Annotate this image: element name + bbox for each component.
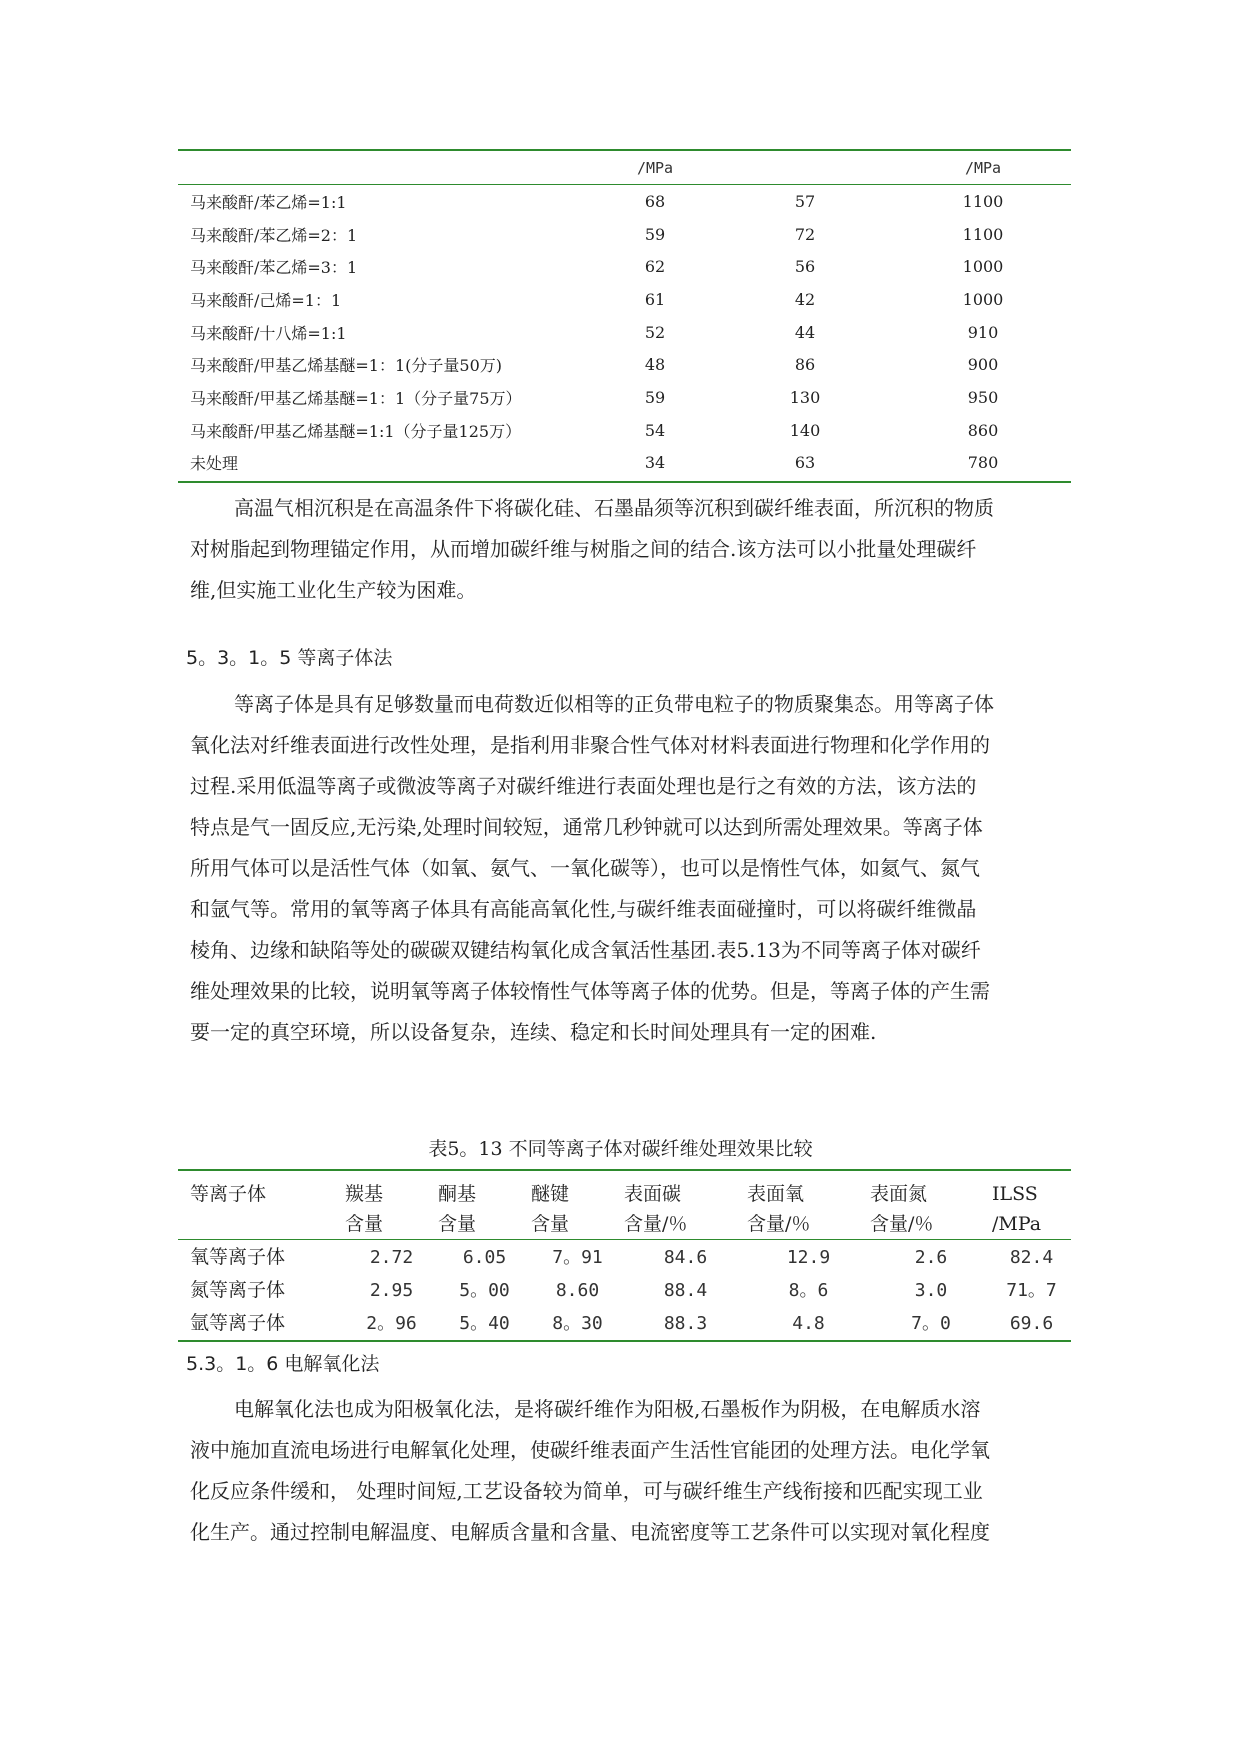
table-row	[178, 185, 1071, 218]
table1-cell: 56	[794, 257, 816, 277]
paragraph-line: 电解氧化法也成为阳极氧化法，是将碳纤维作为阳极,石墨板作为阴极，在电解质水溶	[234, 1397, 981, 1421]
column-header	[747, 1177, 870, 1241]
table1-header-row	[178, 150, 1071, 185]
table1-cell: 86	[794, 355, 816, 375]
paragraph-line: 高温气相沉积是在高温条件下将碳化硅、石墨晶须等沉积到碳纤维表面，所沉积的物质	[234, 496, 994, 520]
table2-row-label: 氩等离子体	[190, 1312, 286, 1334]
paragraph-line: 维,但实施工业化生产较为困难。	[190, 578, 477, 602]
table2-cell: 8.60	[555, 1280, 600, 1301]
table1-header-unit-1: /MPa	[636, 158, 674, 177]
table1-cell: 950	[967, 387, 999, 407]
table2-cell: 71。7	[1006, 1280, 1057, 1301]
table2-row-label: 氮等离子体	[190, 1279, 286, 1301]
table2-header-row	[178, 1177, 1071, 1241]
column-header-line: 羰基	[345, 1183, 384, 1205]
table1-cell: 63	[794, 453, 816, 473]
column-header	[345, 1177, 438, 1241]
table1-cell: 34	[644, 453, 666, 473]
table-row	[178, 348, 1071, 381]
column-header	[438, 1177, 531, 1241]
column-header-line: 含量	[345, 1213, 384, 1235]
table-row	[178, 1241, 1071, 1274]
table2-cell: 4.8	[792, 1313, 825, 1334]
column-header-line: 表面氮	[870, 1183, 928, 1205]
table1-cell: 1000	[962, 257, 1004, 277]
table1-cell: 900	[967, 355, 999, 375]
paragraph-line: 化生产。通过控制电解温度、电解质含量和含量、电流密度等工艺条件可以实现对氧化程度	[190, 1520, 990, 1544]
table1-cell: 1100	[962, 191, 1004, 211]
table1-header-unit-3: /MPa	[964, 158, 1002, 177]
table2-bottom-rule	[178, 1340, 1071, 1342]
table2-cell: 88.4	[663, 1280, 708, 1301]
table2-cell: 69.6	[1009, 1313, 1054, 1334]
table2-cell: 3.0	[914, 1280, 948, 1301]
column-header	[178, 1177, 345, 1241]
table1-cell-name: 马来酸酐/苯乙烯=3：1	[190, 258, 358, 278]
table1-cell: 1000	[962, 289, 1004, 309]
table1-cell-name: 马来酸酐/己烯=1：1	[190, 290, 342, 310]
table-row	[178, 250, 1071, 283]
table-row	[178, 1307, 1071, 1340]
table1-cell: 130	[789, 387, 821, 407]
table1-cell: 48	[644, 355, 666, 375]
table1-cell: 59	[644, 224, 666, 244]
table1-cell: 44	[794, 322, 816, 342]
paragraph-line: 所用气体可以是活性气体（如氧、氨气、一氧化碳等），也可以是惰性气体，如氦气、氮气	[190, 856, 980, 880]
table1-cell: 780	[967, 453, 999, 473]
paragraph-line: 棱角、边缘和缺陷等处的碳碳双键结构氧化成含氧活性基团.表5.13为不同等离子体对碳纤	[190, 938, 981, 962]
column-header	[870, 1177, 992, 1241]
table1-cell: 910	[967, 322, 999, 342]
table1-cell: 59	[644, 387, 666, 407]
table2-top-rule	[178, 1169, 1071, 1171]
table2-cell: 8。6	[788, 1280, 829, 1301]
table2-cell: 6.05	[462, 1247, 507, 1268]
table1-cell-name: 马来酸酐/苯乙烯=2：1	[190, 225, 358, 245]
column-header-line: 表面碳	[624, 1183, 682, 1205]
column-header-line: 酮基	[438, 1183, 477, 1205]
table2-cell: 82.4	[1009, 1247, 1054, 1268]
table1-cell: 54	[644, 420, 666, 440]
paragraph-line: 过程.采用低温等离子或微波等离子对碳纤维进行表面处理也是行之有效的方法，该方法的	[190, 774, 977, 798]
paragraph-vapor-deposition	[190, 488, 1070, 611]
column-header	[624, 1177, 747, 1241]
table-row	[178, 447, 1071, 480]
table1-bottom-rule	[178, 481, 1071, 483]
table1-cell: 1100	[962, 224, 1004, 244]
table1-cell: 72	[794, 224, 816, 244]
table-row	[178, 283, 1071, 316]
table1-cell-name: 马来酸酐/甲基乙烯基醚=1：1(分子量50万)	[190, 356, 503, 376]
paragraph-plasma	[190, 684, 1070, 1053]
table1-cell: 61	[644, 289, 666, 309]
table1-cell: 42	[794, 289, 816, 309]
table1-cell-name: 马来酸酐/甲基乙烯基醚=1：1（分子量75万）	[190, 388, 522, 408]
table2-cell: 2.6	[914, 1247, 948, 1268]
column-header-line: 含量	[438, 1213, 477, 1235]
table1-cell: 62	[644, 257, 666, 277]
table1-cell: 68	[644, 191, 666, 211]
table2-cell: 8。30	[552, 1313, 603, 1334]
paragraph-line: 化反应条件缓和， 处理时间短,工艺设备较为简单，可与碳纤维生产线衔接和匹配实现工业	[190, 1479, 983, 1503]
table1-cell: 860	[967, 420, 999, 440]
table2-cell: 88.3	[663, 1313, 708, 1334]
table-row	[178, 316, 1071, 349]
table-row	[178, 414, 1071, 447]
table2-cell: 2.72	[369, 1247, 414, 1268]
table-row	[178, 218, 1071, 251]
table1-cell: 140	[789, 420, 821, 440]
column-header	[531, 1177, 624, 1241]
table-row	[178, 381, 1071, 414]
table2-cell: 84.6	[663, 1247, 708, 1268]
table-row	[178, 1274, 1071, 1307]
column-header-line: 含量/％	[870, 1213, 934, 1235]
column-header-line: 含量/％	[747, 1213, 811, 1235]
paragraph-line: 维处理效果的比较，说明氧等离子体较惰性气体等离子体的优势。但是，等离子体的产生需	[190, 979, 990, 1003]
paragraph-line: 等离子体是具有足够数量而电荷数近似相等的正负带电粒子的物质聚集态。用等离子体	[234, 692, 994, 716]
table2-cell: 7。91	[552, 1247, 603, 1268]
column-header-line: 醚键	[531, 1183, 570, 1205]
paragraph-line: 和氩气等。常用的氧等离子体具有高能高氧化性,与碳纤维表面碰撞时，可以将碳纤维微晶	[190, 897, 977, 921]
table1-cell-name: 未处理	[190, 454, 239, 474]
table2-cell: 7。0	[911, 1313, 951, 1334]
table-caption: 表5。13 不同等离子体对碳纤维处理效果比较	[428, 1138, 813, 1160]
section-heading-plasma: 5。3。1。5 等离子体法	[186, 647, 393, 669]
table1-cell: 57	[794, 191, 816, 211]
paragraph-line: 对树脂起到物理锚定作用，从而增加碳纤维与树脂之间的结合.该方法可以小批量处理碳纤	[190, 537, 977, 561]
column-header-line: ILSS	[992, 1183, 1038, 1205]
paragraph-line: 液中施加直流电场进行电解氧化处理，使碳纤维表面产生活性官能团的处理方法。电化学氧	[190, 1438, 990, 1462]
table1-cell-name: 马来酸酐/十八烯=1:1	[190, 323, 347, 343]
column-header-line: 含量/％	[624, 1213, 688, 1235]
paragraph-line: 要一定的真空环境，所以设备复杂，连续、稳定和长时间处理具有一定的困难.	[190, 1020, 877, 1044]
table1-cell-name: 马来酸酐/苯乙烯=1:1	[190, 192, 347, 212]
column-header	[992, 1177, 1071, 1241]
table1-cell-name: 马来酸酐/甲基乙烯基醚=1:1（分子量125万）	[190, 421, 522, 441]
table2-cell: 2。96	[366, 1313, 417, 1334]
column-header-line: 等离子体	[190, 1183, 267, 1205]
column-header-line: 表面氧	[747, 1183, 805, 1205]
table2-row-label: 氧等离子体	[190, 1246, 286, 1268]
table2-cell: 2.95	[369, 1280, 414, 1301]
table2	[178, 1177, 1071, 1340]
section-heading-electrolytic: 5.3。1。6 电解氧化法	[186, 1353, 380, 1375]
column-header-line: /MPa	[992, 1213, 1042, 1235]
table2-cell: 5。40	[459, 1313, 510, 1334]
table1-cell: 52	[644, 322, 666, 342]
paragraph-line: 特点是气一固反应,无污染,处理时间较短，通常几秒钟就可以达到所需处理效果。等离子体	[190, 815, 983, 839]
column-header-line: 含量	[531, 1213, 570, 1235]
paragraph-electrolytic	[190, 1389, 1070, 1553]
table2-cell: 12.9	[786, 1247, 831, 1268]
table2-cell: 5。00	[459, 1280, 510, 1301]
table1	[178, 150, 1071, 479]
paragraph-line: 氧化法对纤维表面进行改性处理，是指利用非聚合性气体对材料表面进行物理和化学作用的	[190, 733, 990, 757]
